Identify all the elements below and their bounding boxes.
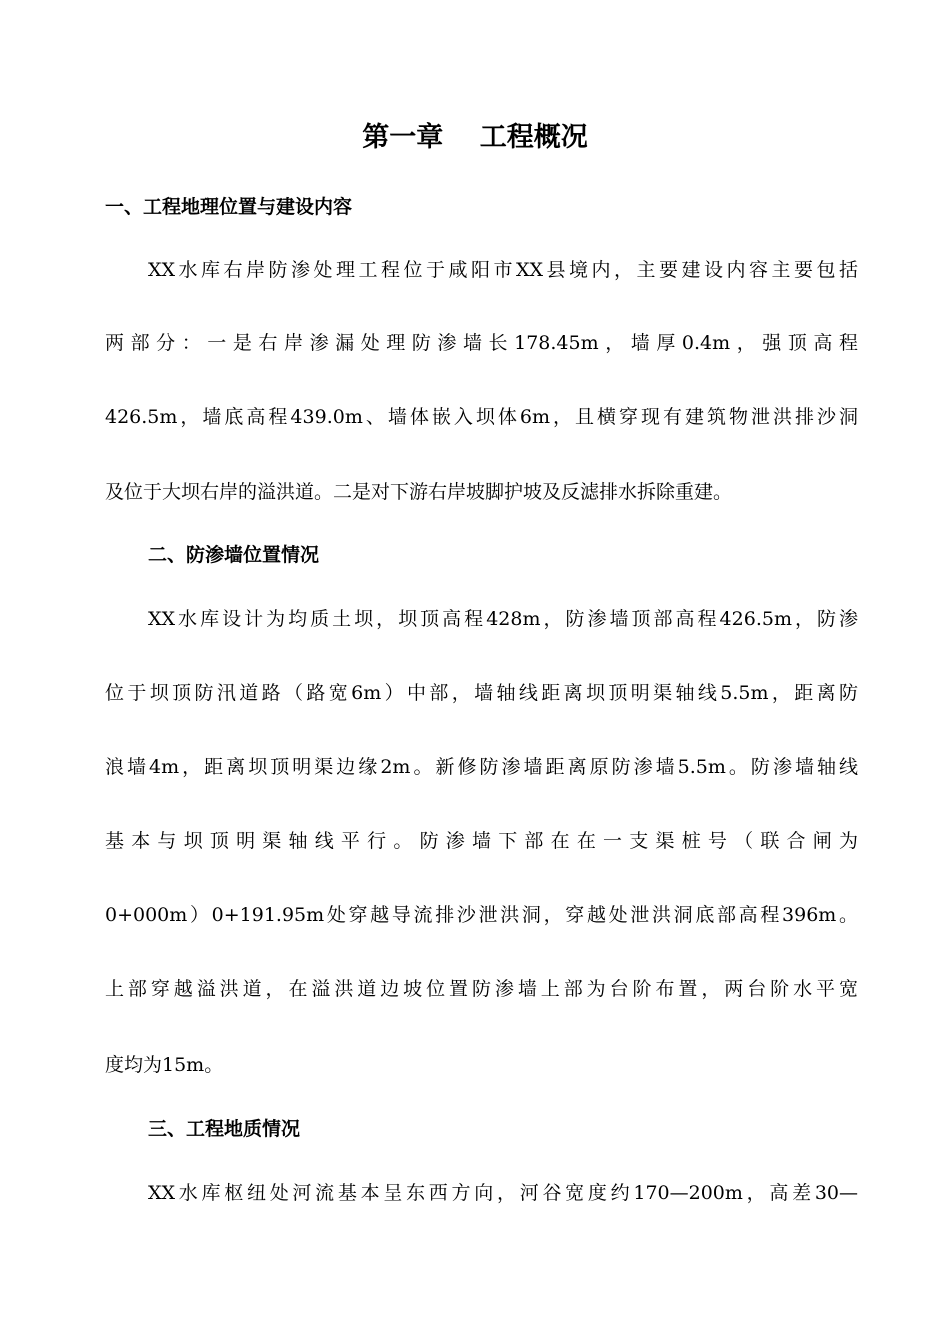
paragraph-line: 浪墙4m，距离坝顶明渠边缘2m。新修防渗墙距离原防渗墙5.5m。防渗墙轴线 <box>105 756 858 778</box>
paragraph-line: XX水库设计为均质土坝，坝顶高程428m，防渗墙顶部高程426.5m，防渗 <box>148 608 858 630</box>
paragraph-line: 度均为15m。 <box>105 1054 224 1076</box>
paragraph-line: XX水库枢纽处河流基本呈东西方向，河谷宽度约170—200m，高差30— <box>148 1182 858 1204</box>
section-heading-2: 二、防渗墙位置情况 <box>148 544 320 566</box>
section-heading-1: 一、工程地理位置与建设内容 <box>105 196 353 218</box>
paragraph-line: 位于坝顶防汛道路（路宽6m）中部，墙轴线距离坝顶明渠轴线5.5m，距离防 <box>105 682 858 704</box>
paragraph-line: XX水库右岸防渗处理工程位于咸阳市XX县境内，主要建设内容主要包括 <box>148 259 858 281</box>
paragraph-line: 426.5m，墙底高程439.0m、墙体嵌入坝体6m，且横穿现有建筑物泄洪排沙洞 <box>105 406 858 428</box>
paragraph-line: 0+000m）0+191.95m处穿越导流排沙泄洪洞，穿越处泄洪洞底部高程396m。 <box>105 904 858 926</box>
paragraph-line: 及位于大坝右岸的溢洪道。二是对下游右岸坡脚护坡及反滤排水拆除重建。 <box>105 481 733 503</box>
paragraph-line: 上部穿越溢洪道，在溢洪道边坡位置防渗墙上部为台阶布置，两台阶水平宽 <box>105 978 858 1000</box>
paragraph-line: 基本与坝顶明渠轴线平行。防渗墙下部在在一支渠桩号（联合闸为 <box>105 830 858 852</box>
chapter-title: 第一章 工程概况 <box>362 122 588 153</box>
section-heading-3: 三、工程地质情况 <box>148 1118 301 1140</box>
paragraph-line: 两部分：一是右岸渗漏处理防渗墙长178.45m，墙厚0.4m，强顶高程 <box>105 332 858 354</box>
